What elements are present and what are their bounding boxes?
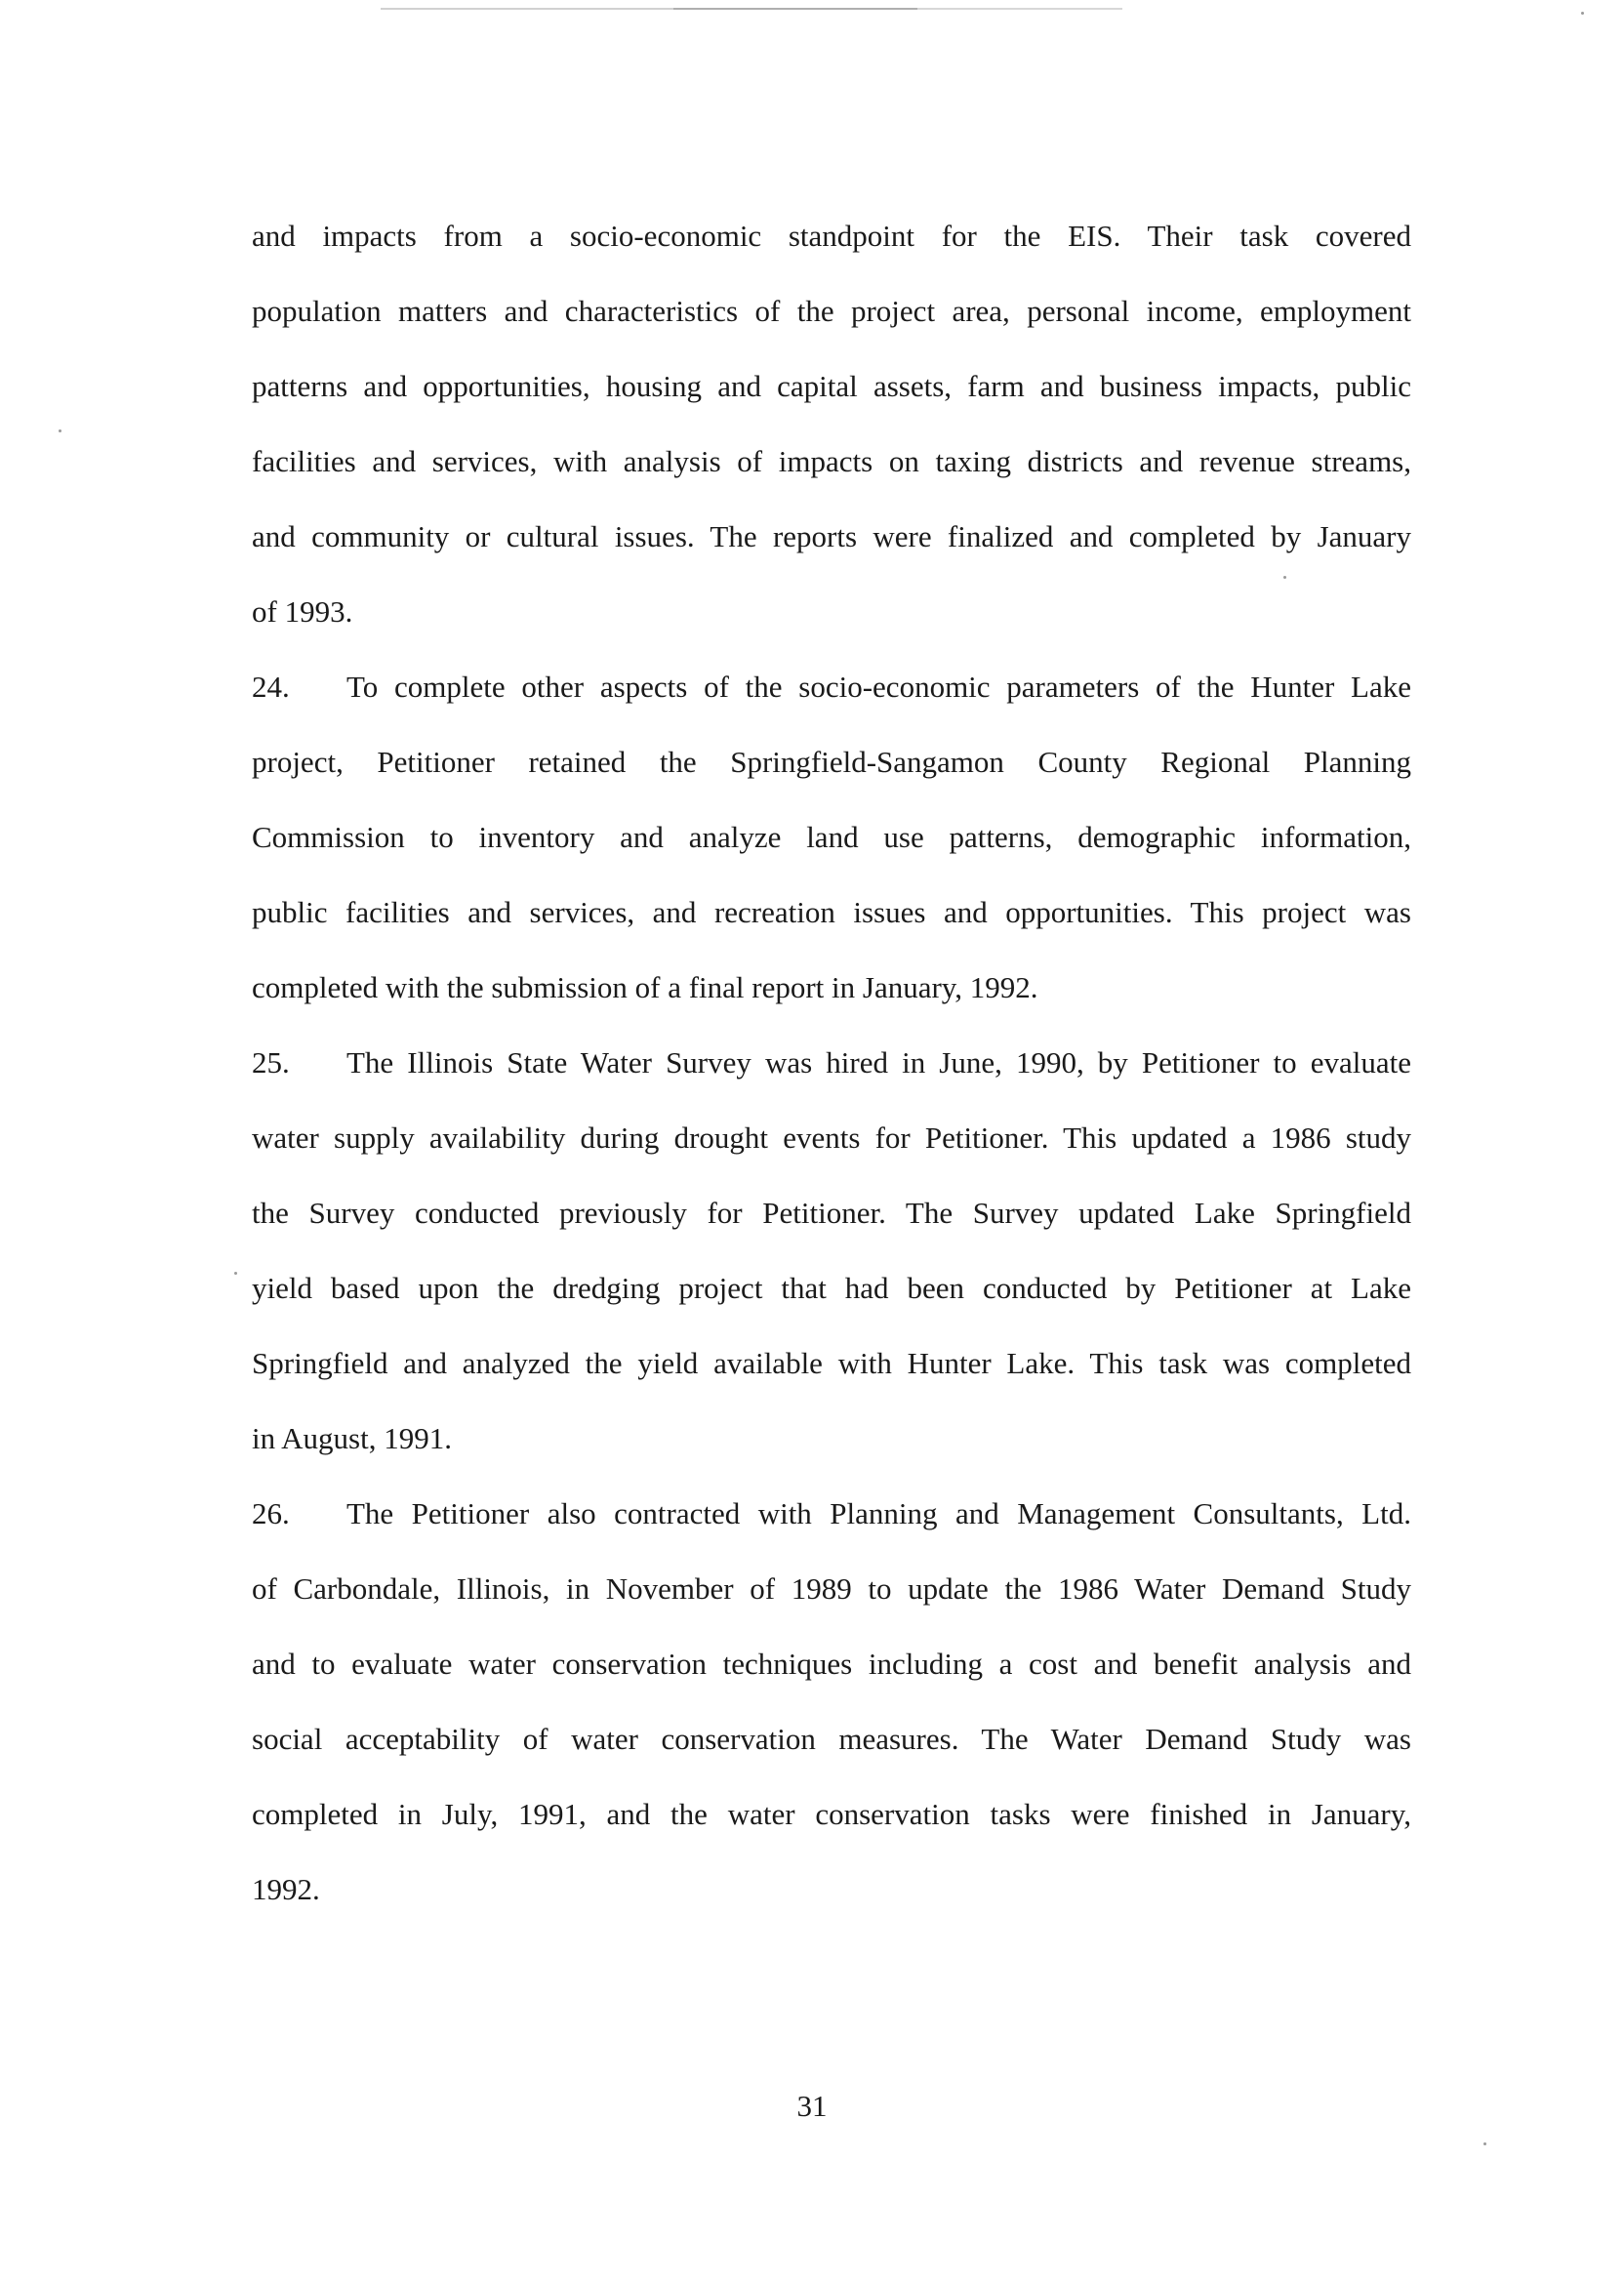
text-segment: The Petitioner also contracted with Planning and Management Consultants, Ltd. <box>346 1496 1411 1530</box>
text-line: completed with the submission of a final report in January, 1992. <box>252 970 1038 1004</box>
text-line: population matters and characteristics of the project area, personal income, employment <box>252 294 1411 328</box>
text-line: the Survey conducted previously for Petitioner. The Survey updated Lake Springfield <box>252 1196 1411 1230</box>
text-line: facilities and services, with analysis of impacts on taxing districts and revenue streams, <box>252 444 1411 478</box>
text-line: in August, 1991. <box>252 1421 452 1455</box>
paragraph-24-first-line <box>252 649 1411 724</box>
scan-artifact-dot <box>1581 12 1584 15</box>
paragraph-25-first-line <box>252 1025 1411 1100</box>
text-line: and impacts from a socio-economic standpoint for the EIS. Their task covered <box>252 219 1411 253</box>
paragraph-number: 24. <box>252 670 290 704</box>
text-line: of Carbondale, Illinois, in November of 1989 to update the 1986 Water Demand Study <box>252 1571 1411 1606</box>
paragraph-26-first-line <box>252 1476 1411 1551</box>
text-line: 1992. <box>252 1872 320 1906</box>
paragraph-number: 25. <box>252 1045 290 1080</box>
text-segment: To complete other aspects of the socio-economic parameters of the Hunter Lake <box>346 670 1411 704</box>
text-line: yield based upon the dredging project that had been conducted by Petitioner at Lake <box>252 1271 1411 1305</box>
text-line: completed in July, 1991, and the water conservation tasks were finished in January, <box>252 1797 1411 1831</box>
text-segment: The Illinois State Water Survey was hired in June, 1990, by Petitioner to evaluate <box>346 1045 1411 1080</box>
scan-artifact-dot <box>234 1272 237 1275</box>
body-text <box>252 198 1411 1927</box>
text-line: Springfield and analyzed the yield available with Hunter Lake. This task was completed <box>252 1346 1411 1380</box>
scan-artifact-dot <box>59 429 61 432</box>
scan-artifact-line <box>673 8 917 10</box>
text-line: project, Petitioner retained the Springfield-Sangamon County Regional Planning <box>252 745 1411 779</box>
text-line: patterns and opportunities, housing and capital assets, farm and business impacts, public <box>252 369 1411 403</box>
scan-artifact-line <box>917 8 1122 10</box>
text-line: Commission to inventory and analyze land use patterns, demographic information, <box>252 820 1411 854</box>
text-line: of 1993. <box>252 594 353 629</box>
text-line: and community or cultural issues. The reports were finalized and completed by January <box>252 519 1411 553</box>
text-line: water supply availability during drought events for Petitioner. This updated a 1986 study <box>252 1121 1411 1155</box>
text-line: public facilities and services, and recreation issues and opportunities. This project was <box>252 895 1411 929</box>
paragraph-number: 26. <box>252 1496 290 1530</box>
page-number: 31 <box>796 2089 828 2123</box>
scan-artifact-line <box>381 8 673 10</box>
text-line: social acceptability of water conservation measures. The Water Demand Study was <box>252 1722 1411 1756</box>
scan-artifact-dot <box>1483 2142 1486 2145</box>
text-line: and to evaluate water conservation techniques including a cost and benefit analysis and <box>252 1647 1411 1681</box>
